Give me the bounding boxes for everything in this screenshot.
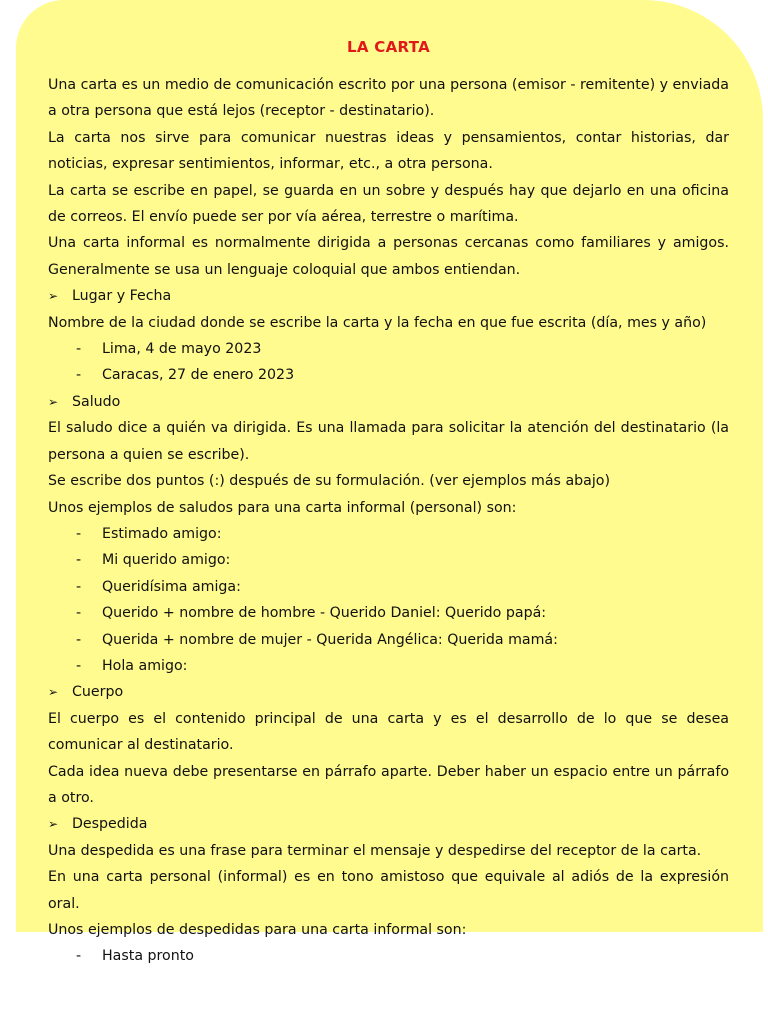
section-heading-saludo [48,389,729,415]
list-item-text: Mi querido amigo: [102,552,231,569]
list-item [76,336,729,362]
section-heading-label: Saludo [72,393,121,410]
list-item [76,547,729,573]
section-heading-despedida [48,811,729,837]
intro-paragraph-1: Una carta es un medio de comunicación escrito por una persona (emisor - remitente) y enviada a otra persona que está lejos (receptor - destinatario). [48,77,729,120]
cuerpo-text-2: Cada idea nueva debe presentarse en párrafo aparte. Deber haber un espacio entre un párrafo a otro. [48,763,729,806]
lugar-examples-list [48,336,729,389]
list-item [76,521,729,547]
list-item [76,600,729,626]
list-item-text: Caracas, 27 de enero 2023 [102,367,295,384]
list-item-text: Hola amigo: [102,657,188,674]
arrow-bullet-icon: ➢ [48,289,59,304]
intro-paragraph-3: La carta se escribe en papel, se guarda en un sobre y después hay que dejarlo en una oficina de correos. El envío puede ser por vía aérea, terrestre o marítima. [48,182,729,226]
despedida-text-2: En una carta personal (informal) es en tono amistoso que equivale al adiós de la expresión oral. [48,869,729,912]
despedida-examples-list [48,943,729,969]
dash-bullet-icon: - [76,631,82,648]
saludo-text-3: Unos ejemplos de saludos para una carta informal (personal) son: [48,499,517,516]
list-item [76,362,729,388]
despedida-text-3: Unos ejemplos de despedidas para una carta informal son: [48,922,467,938]
dash-bullet-icon: - [76,367,82,384]
section-heading-cuerpo [48,679,729,705]
dash-bullet-icon: - [76,948,82,965]
arrow-bullet-icon: ➢ [48,394,59,409]
dash-bullet-icon: - [76,341,82,358]
list-item [76,943,729,969]
list-item-text: Estimado amigo: [102,525,222,542]
dash-bullet-icon: - [76,552,82,569]
list-item [76,627,729,653]
dash-bullet-icon: - [76,605,82,622]
intro-paragraph-4: Una carta informal es normalmente dirigida a personas cercanas como familiares y amigos. Generalmente se usa un lenguaje coloquial que ambos entiendan. [48,235,729,278]
list-item-text: Querido + nombre de hombre - Querido Daniel: Querido papá: [102,605,547,622]
section-heading-label: Cuerpo [72,684,124,701]
list-item-text: Queridísima amiga: [102,578,241,595]
dash-bullet-icon: - [76,525,82,542]
saludo-text-2: Se escribe dos puntos (:) después de su formulación. (ver ejemplos más abajo) [48,473,611,490]
list-item-text: Hasta pronto [102,948,194,965]
list-item [76,574,729,600]
arrow-bullet-icon: ➢ [48,685,59,700]
cuerpo-text-1: El cuerpo es el contenido principal de una carta y es el desarrollo de lo que se desea comunicar al destinatario. [48,710,729,754]
list-item-text: Lima, 4 de mayo 2023 [102,341,262,358]
dash-bullet-icon: - [76,578,82,595]
saludo-text-1: El saludo dice a quién va dirigida. Es una llamada para solicitar la atención del destinatario (la persona a quien se escribe). [48,420,729,463]
section-heading-lugar [48,283,729,309]
arrow-bullet-icon: ➢ [48,817,59,832]
section-heading-label: Despedida [72,816,148,833]
intro-paragraph-2: La carta nos sirve para comunicar nuestras ideas y pensamientos, contar historias, dar noticias, expresar sentimientos, informar, etc., a otra persona. [48,129,729,173]
section-heading-label: Lugar y Fecha [72,288,172,305]
list-item-text: Querida + nombre de mujer - Querida Angélica: Querida mamá: [102,631,558,648]
lugar-text: Nombre de la ciudad donde se escribe la carta y la fecha en que fue escrita (día, mes y año) [48,314,707,331]
list-item [76,653,729,679]
document-card [16,0,763,965]
dash-bullet-icon: - [76,657,82,674]
despedida-text-1: Una despedida es una frase para terminar el mensaje y despedirse del receptor de la carta. [48,842,702,859]
page-title: LA CARTA [347,38,430,56]
saludo-examples-list [48,521,729,679]
